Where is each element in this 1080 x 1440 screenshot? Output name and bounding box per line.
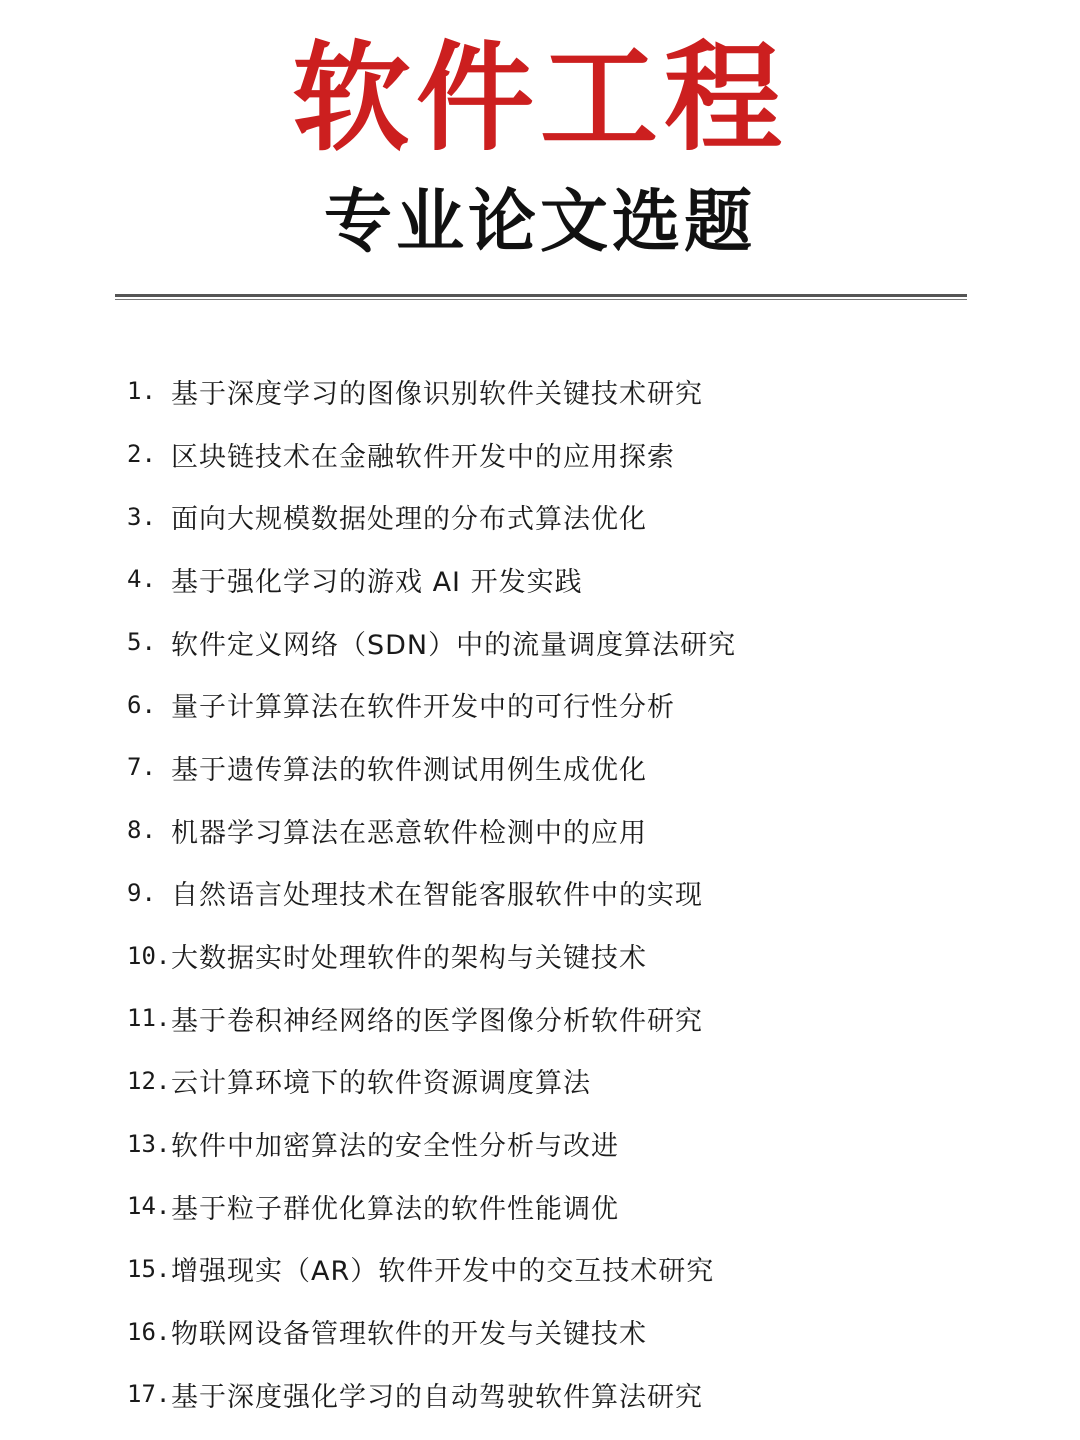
topic-number: 7.	[127, 753, 156, 782]
topic-number: 6.	[127, 690, 156, 719]
divider-rule	[115, 294, 967, 300]
topic-text: 基于强化学习的游戏 AI 开发实践	[171, 566, 583, 598]
topic-text: 增强现实（AR）软件开发中的交互技术研究	[171, 1256, 715, 1288]
page-title: 软件工程	[291, 29, 788, 167]
topic-text: 基于卷积神经网络的医学图像分析软件研究	[171, 1005, 703, 1037]
topic-item-15	[127, 1238, 1027, 1301]
topic-number: 11.	[127, 1004, 171, 1033]
topic-item-17	[127, 1363, 1027, 1426]
topic-text: 面向大规模数据处理的分布式算法优化	[171, 504, 647, 536]
topic-item-5	[127, 611, 1027, 674]
topic-item-8	[127, 799, 1027, 862]
topic-item-10	[127, 924, 1027, 987]
topic-item-4	[127, 548, 1027, 611]
topic-number: 10.	[127, 941, 171, 970]
topic-text: 基于深度学习的图像识别软件关键技术研究	[171, 378, 703, 410]
topic-item-3	[127, 485, 1027, 548]
page-subtitle: 专业论文选题	[323, 183, 756, 262]
topic-item-7	[127, 736, 1027, 799]
topic-number: 5.	[127, 628, 156, 657]
topic-text: 基于深度强化学习的自动驾驶软件算法研究	[171, 1381, 703, 1413]
topic-item-16	[127, 1300, 1027, 1363]
topic-number: 1.	[127, 377, 156, 406]
topic-list	[127, 360, 1027, 1426]
topic-item-11	[127, 987, 1027, 1050]
topic-text: 基于遗传算法的软件测试用例生成优化	[171, 754, 647, 786]
topic-number: 15.	[127, 1254, 171, 1283]
topic-number: 12.	[127, 1066, 171, 1095]
topic-text: 软件定义网络（SDN）中的流量调度算法研究	[171, 629, 737, 661]
topic-number: 17.	[127, 1380, 171, 1409]
topic-text: 大数据实时处理软件的架构与关键技术	[171, 943, 647, 975]
topic-item-2	[127, 423, 1027, 486]
topic-number: 8.	[127, 816, 156, 845]
topic-text: 云计算环境下的软件资源调度算法	[171, 1068, 591, 1100]
topic-item-9	[127, 862, 1027, 925]
topic-number: 3.	[127, 502, 156, 531]
topic-number: 13.	[127, 1129, 171, 1158]
topic-text: 区块链技术在金融软件开发中的应用探索	[171, 441, 675, 473]
topic-number: 2.	[127, 440, 156, 469]
topic-text: 自然语言处理技术在智能客服软件中的实现	[171, 880, 703, 912]
topic-text: 物联网设备管理软件的开发与关键技术	[171, 1319, 647, 1351]
topic-number: 16.	[127, 1317, 171, 1346]
topic-item-14	[127, 1175, 1027, 1238]
topic-number: 4.	[127, 565, 156, 594]
topic-item-1	[127, 360, 1027, 423]
topic-text: 量子计算算法在软件开发中的可行性分析	[171, 692, 675, 724]
topic-text: 机器学习算法在恶意软件检测中的应用	[171, 817, 647, 849]
topic-item-6	[127, 673, 1027, 736]
topic-item-12	[127, 1050, 1027, 1113]
topic-text: 软件中加密算法的安全性分析与改进	[171, 1131, 619, 1163]
topic-text: 基于粒子群优化算法的软件性能调优	[171, 1193, 619, 1225]
topic-item-13	[127, 1112, 1027, 1175]
topic-number: 14.	[127, 1192, 171, 1221]
topic-number: 9.	[127, 878, 156, 907]
